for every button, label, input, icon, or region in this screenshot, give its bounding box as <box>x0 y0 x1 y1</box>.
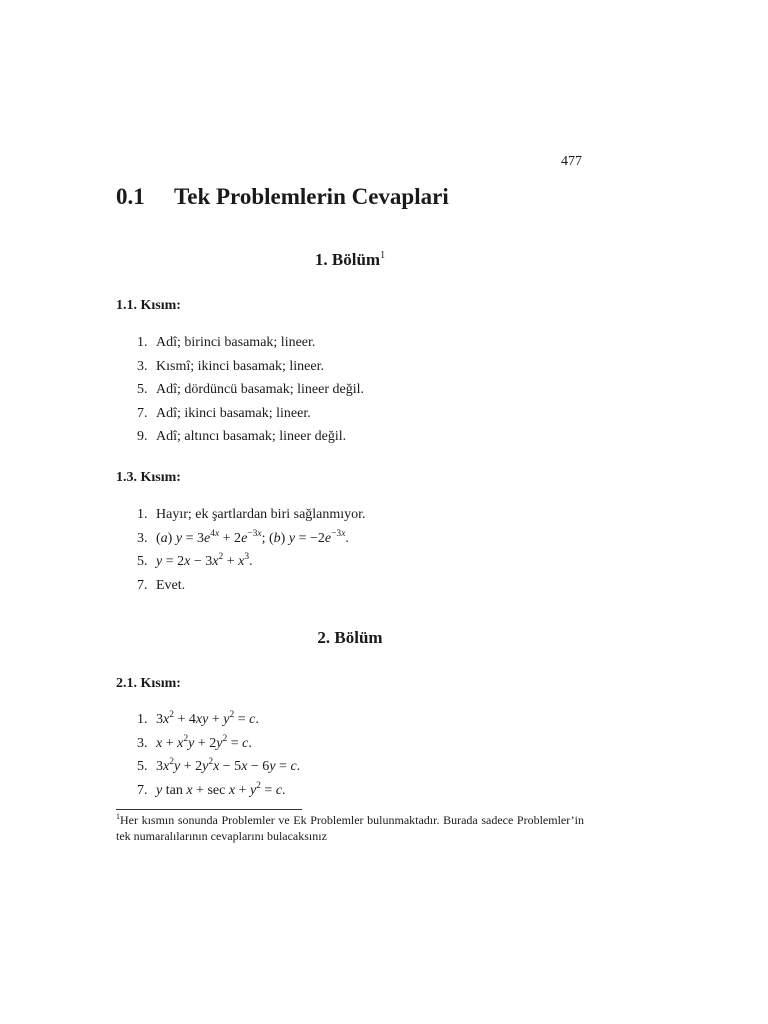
list-item <box>137 425 364 449</box>
list-item <box>137 732 300 756</box>
footnote <box>116 812 584 844</box>
item-text: Evet. <box>156 577 186 593</box>
item-number: 5. <box>137 382 148 397</box>
list-item <box>137 779 300 803</box>
item-text: $x + x^2y + 2y^2 = c$. <box>156 733 252 751</box>
list-item <box>137 378 364 402</box>
answer-list-1-3 <box>137 503 366 597</box>
item-text: $3x^2 + 4xy + y^2 = c$. <box>156 710 259 727</box>
item-text: Adî; birinci basamak; lineer. <box>156 335 316 350</box>
item-number: 1. <box>137 507 148 522</box>
answer-list-2-1 <box>137 708 300 802</box>
subsection-heading: 1.1. Kısım: <box>116 298 181 313</box>
list-item <box>137 331 364 355</box>
footnote-divider <box>116 809 302 810</box>
item-text: (a) $y = 3e^{4x} + 2e^{-3x}$; (b) $y = -2e^{-3x}$. <box>156 528 349 546</box>
item-text: Adî; ikinci basamak; lineer. <box>156 405 311 421</box>
footnote-text: Her kısmın sonunda Problemler ve Ek Problemler bulunmaktadır. Burada sadece Problemler’in tek numaralılarının cevaplarını bulacaksınız <box>116 813 584 843</box>
item-text: Adî; altıncı basamak; lineer değil. <box>156 429 347 444</box>
footnote-mark: 1 <box>116 812 120 821</box>
list-item <box>137 355 364 379</box>
item-number: 1. <box>137 335 148 350</box>
list-item <box>137 574 366 598</box>
item-number: 3. <box>137 735 148 751</box>
item-number: 7. <box>137 577 148 593</box>
item-text: Kısmî; ikinci basamak; lineer. <box>156 358 324 374</box>
item-text: $3x^2y + 2y^2x - 5x - 6y = c$. <box>156 757 301 774</box>
subsection-heading: 2.1. Kısım: <box>116 676 181 691</box>
chapter-heading-text: 1. Bölüm <box>314 250 381 269</box>
item-number: 7. <box>137 782 148 798</box>
item-text: Adî; dördüncü basamak; lineer değil. <box>156 382 364 397</box>
chapter-heading-1 <box>116 250 584 270</box>
list-item <box>137 550 366 574</box>
section-title <box>116 184 449 210</box>
subsection-heading: 1.3. Kısım: <box>116 470 181 485</box>
item-number: 5. <box>137 759 148 774</box>
item-number: 3. <box>137 358 148 374</box>
list-item <box>137 708 300 732</box>
section-number: 0.1 <box>116 184 145 209</box>
item-number: 5. <box>137 554 148 569</box>
list-item <box>137 402 364 426</box>
item-number: 3. <box>137 530 148 546</box>
list-item <box>137 503 366 527</box>
item-number: 7. <box>137 405 148 421</box>
item-number: 1. <box>137 712 148 727</box>
item-text: $y = 2x - 3x^2 + x^3$. <box>156 552 253 569</box>
item-text: y $\tan x + \sec x + y^2 = c$. <box>156 780 286 798</box>
item-number: 9. <box>137 429 148 444</box>
section-title-text: Tek Problemlerin Cevaplari <box>174 184 449 209</box>
footnote-mark: 1 <box>380 250 386 261</box>
page-number: 477 <box>561 154 582 169</box>
item-text: Hayır; ek şartlardan biri sağlanmıyor. <box>156 507 366 522</box>
list-item <box>137 755 300 779</box>
chapter-heading-2: 2. Bölüm <box>317 628 383 647</box>
list-item <box>137 527 366 551</box>
answer-list-1-1 <box>137 331 364 449</box>
